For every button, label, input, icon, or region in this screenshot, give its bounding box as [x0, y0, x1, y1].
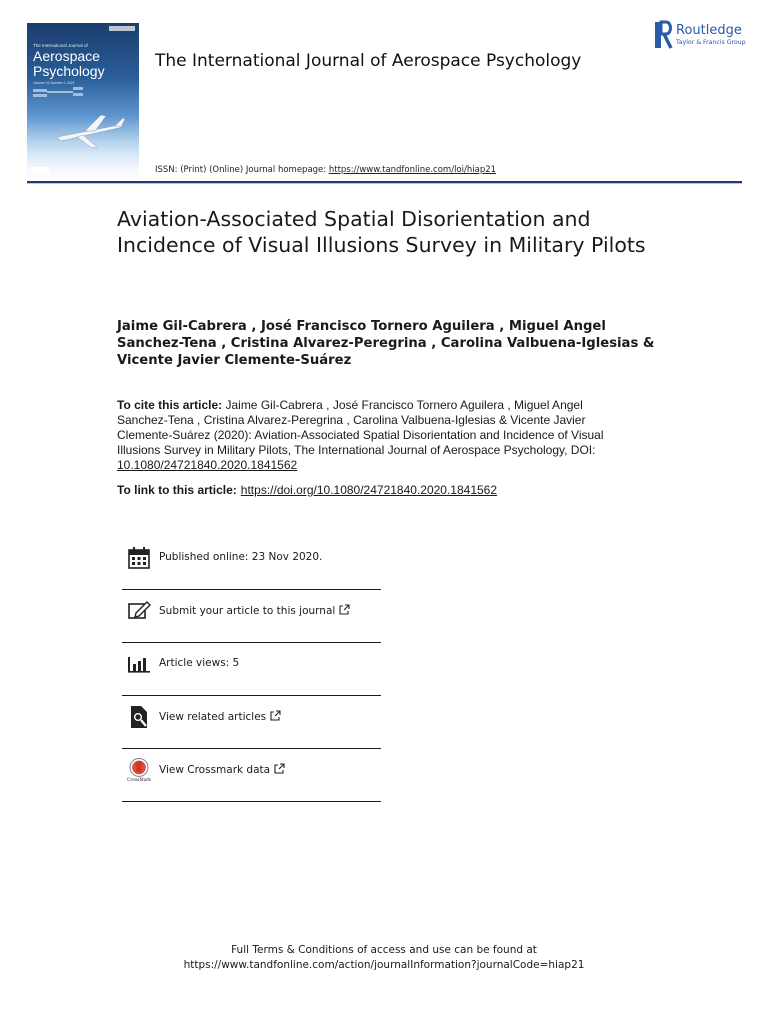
list-item-views — [122, 643, 381, 696]
cover-volume-line: Volume 31 Number 1 2021 — [33, 81, 75, 85]
crossmark-icon-label: CrossMark — [127, 778, 151, 782]
citation-block — [117, 398, 622, 473]
list-item-related[interactable] — [122, 696, 381, 749]
article-title: Aviation-Associated Spatial Disorientation and Incidence of Visual Illusions Survey in Military Pilots — [117, 207, 646, 257]
submit-article-label: Submit your article to this journal — [159, 605, 336, 617]
article-link-label: To link to this article: — [117, 483, 237, 497]
journal-homepage-link[interactable]: https://www.tandfonline.com/loi/hiap21 — [328, 165, 497, 175]
citation-text: Jaime Gil-Cabrera , José Francisco Tornero Aguilera , Miguel Angel Sanchez-Tena , Cristina Alvarez-Peregrina , Carolina Valbuena-Iglesias & Vicente Javier Clemente-Suárez (2020): Aviation-Associated Spatial Disorientation and Incidence of Visual Illusions Survey in Military Pilots, The International Journal of Aerospace Psychology, DOI: — [117, 398, 604, 457]
issn-line — [155, 165, 496, 175]
crossmark-label: View Crossmark data — [159, 764, 271, 776]
article-info-list — [122, 537, 381, 802]
submit-article-link[interactable] — [159, 604, 350, 617]
publisher-group: Taylor & Francis Group — [676, 39, 746, 46]
external-link-icon — [339, 604, 350, 615]
cover-issn-box — [109, 26, 135, 31]
terms-footer — [0, 943, 768, 973]
related-articles-link[interactable] — [159, 710, 281, 723]
list-item-crossmark[interactable] — [122, 749, 381, 802]
crossmark-link[interactable] — [159, 763, 285, 776]
article-link-line — [117, 483, 497, 497]
external-link-icon — [274, 763, 285, 774]
document-search-icon — [127, 705, 151, 729]
header-divider-light — [27, 183, 742, 184]
publisher-name: Routledge — [676, 23, 742, 38]
citation-label: To cite this article: — [117, 398, 223, 412]
crossmark-icon — [127, 758, 151, 782]
bar-chart-icon — [127, 652, 151, 676]
related-articles-label: View related articles — [159, 711, 267, 723]
list-item-submit[interactable] — [122, 590, 381, 643]
airplane-shape — [57, 115, 125, 148]
edit-icon — [127, 599, 151, 623]
cover-intl-line: The International Journal of — [33, 43, 88, 48]
external-link-icon — [270, 710, 281, 721]
article-doi-url[interactable]: https://doi.org/10.1080/24721840.2020.1841562 — [240, 483, 498, 497]
article-authors: Jaime Gil-Cabrera , José Francisco Tornero Aguilera , Miguel Angel Sanchez-Tena , Cristina Alvarez-Peregrina , Carolina Valbuena-Iglesias & Vicente Javier Clemente-Suárez — [117, 319, 655, 368]
terms-url[interactable]: https://www.tandfonline.com/action/journalInformation?journalCode=hiap21 — [183, 959, 585, 971]
published-date-text: Published online: 23 Nov 2020. — [159, 551, 323, 563]
calendar-icon — [127, 546, 151, 570]
article-views-text: Article views: 5 — [159, 657, 240, 669]
cover-title-line1: Aerospace — [33, 48, 100, 64]
routledge-logo-icon[interactable] — [655, 20, 673, 50]
cover-title-line2: Psychology — [33, 63, 105, 79]
journal-title: The International Journal of Aerospace Psychology — [155, 51, 582, 71]
issn-prefix: ISSN: (Print) (Online) Journal homepage: — [155, 165, 329, 175]
cover-title — [33, 49, 105, 79]
space-station-shape — [33, 87, 83, 97]
cover-airplane-art — [27, 85, 139, 177]
cover-publisher-mark — [31, 167, 49, 173]
citation-doi-link[interactable]: 10.1080/24721840.2020.1841562 — [117, 458, 298, 472]
journal-cover-image — [27, 23, 139, 177]
terms-line: Full Terms & Conditions of access and use can be found at — [231, 944, 537, 956]
list-item-published — [122, 537, 381, 590]
